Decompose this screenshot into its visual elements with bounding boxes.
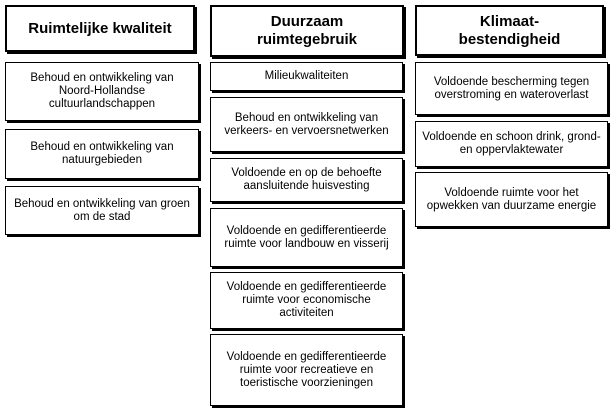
box-bescherming-overstroming	[415, 62, 608, 115]
header-klimaatbestendigheid	[415, 5, 604, 56]
box-landbouw-visserij	[210, 208, 403, 267]
box-label: Behoud en ontwikkeling van Noord-Hollandse cultuurlandschappen	[30, 72, 174, 110]
box-label: Milieukwaliteiten	[264, 70, 349, 82]
box-label: Voldoende ruimte voor het opwekken van duurzame energie	[426, 186, 597, 212]
box-huisvesting	[210, 158, 403, 202]
box-milieukwaliteiten	[210, 62, 403, 91]
box-label: Voldoende en gedifferentieerde ruimte voor economische activiteiten	[226, 281, 387, 319]
box-label: Behoud en ontwikkeling van verkeers- en vervoersnetwerken	[224, 111, 389, 137]
header-label: Duurzaam ruimtegebruik	[256, 13, 358, 48]
box-recreatieve-toeristische-voorzieningen	[210, 334, 403, 406]
box-label: Behoud en ontwikkeling van natuurgebieden	[30, 141, 174, 166]
box-duurzame-energie	[415, 172, 608, 227]
box-drink-grond-oppervlaktewater	[415, 121, 608, 167]
box-label: Behoud en ontwikkeling van groen om de stad	[14, 197, 190, 223]
box-label: Voldoende bescherming tegen overstroming en wateroverlast	[433, 75, 590, 101]
header-label: Ruimtelijke kwaliteit	[28, 19, 172, 37]
box-label: Voldoende en gedifferentieerde ruimte voor landbouw en visserij	[224, 224, 389, 250]
header-ruimtelijke-kwaliteit	[5, 5, 195, 52]
box-economische-activiteiten	[210, 272, 403, 329]
header-label: Klimaat-bestendigheid	[458, 12, 561, 48]
box-groen-om-de-stad	[5, 186, 199, 235]
box-verkeers-vervoersnetwerken	[210, 97, 403, 152]
box-label: Voldoende en op de behoefte aansluitende huisvesting	[231, 167, 382, 192]
box-noord-hollandse-cultuurlandschappen	[5, 62, 199, 121]
header-duurzaam-ruimtegebruik	[210, 5, 404, 57]
box-natuurgebieden	[5, 129, 199, 179]
box-label: Voldoende en gedifferentieerde ruimte voor recreatieve en toeristische voorzieningen	[226, 350, 387, 389]
box-label: Voldoende en schoon drink, grond- en oppervlaktewater	[422, 131, 601, 156]
